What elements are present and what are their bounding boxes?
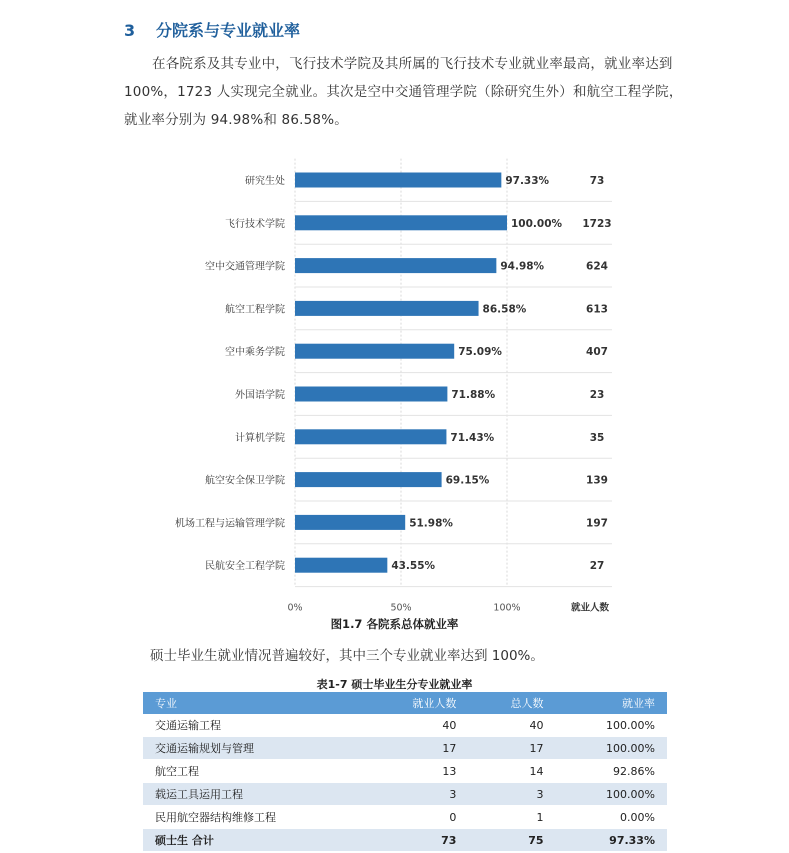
bar <box>295 429 446 444</box>
category-label: 空中交通管理学院 <box>205 261 285 273</box>
cell-major: 航空工程 <box>143 760 365 783</box>
count-label: 139 <box>586 474 608 487</box>
cell-major: 载运工具运用工程 <box>143 783 365 806</box>
cell-employed: 13 <box>365 760 469 783</box>
header-employed: 就业人数 <box>365 692 469 714</box>
cell-rate: 100.00% <box>556 783 668 806</box>
cell-rate: 100.00% <box>556 714 668 737</box>
cell-rate: 0.00% <box>556 806 668 829</box>
cell-major: 交通运输工程 <box>143 714 365 737</box>
count-label: 407 <box>586 346 608 359</box>
bar <box>295 472 442 487</box>
cell-employed: 40 <box>365 714 469 737</box>
bar <box>295 558 387 573</box>
category-label: 航空安全保卫学院 <box>205 475 285 487</box>
figure-caption: 图1.7 各院系总体就业率 <box>330 617 459 631</box>
count-label: 27 <box>589 560 605 573</box>
cell-rate: 92.86% <box>556 760 668 783</box>
intro-paragraph: 在各院系及其专业中，飞行技术学院及其所属的飞行技术专业就业率最高，就业率达到100%，1723 人实现完全就业。其次是空中交通管理学院（除研究生外）和航空工程学院，就业率分别为 94.98%和 86.58%。 <box>124 56 683 128</box>
bar <box>295 344 454 359</box>
count-label: 624 <box>586 260 608 273</box>
table-row <box>143 714 667 737</box>
bar <box>295 515 405 530</box>
section-number: 3 <box>124 21 136 40</box>
cell-employed: 17 <box>365 737 469 760</box>
count-label: 1723 <box>582 217 612 230</box>
count-label: 23 <box>589 389 605 401</box>
category-label: 机场工程与运输管理学院 <box>175 518 285 530</box>
cell-rate: 97.33% <box>556 829 668 852</box>
cell-employed: 0 <box>365 806 469 829</box>
count-label: 197 <box>586 517 608 530</box>
value-label: 43.55% <box>391 560 436 573</box>
cell-total: 17 <box>468 737 555 760</box>
section-title: 分院系与专业就业率 <box>156 21 301 40</box>
employment-rate-chart <box>0 150 789 612</box>
table-row <box>143 737 667 760</box>
category-label: 研究生处 <box>245 176 285 187</box>
header-rate: 就业率 <box>556 692 668 714</box>
cell-total: 3 <box>468 783 555 806</box>
cell-employed: 73 <box>365 829 469 852</box>
bar <box>295 387 447 402</box>
category-label: 航空工程学院 <box>225 304 285 316</box>
cell-major: 民用航空器结构维修工程 <box>143 806 365 829</box>
table-row <box>143 806 667 829</box>
category-label: 外国语学院 <box>235 390 285 401</box>
count-label: 613 <box>586 303 608 316</box>
table-caption: 表1-7 硕士毕业生分专业就业率 <box>316 678 473 691</box>
cell-total: 75 <box>468 829 555 852</box>
value-label: 51.98% <box>409 517 453 530</box>
masters-employment-table <box>143 692 667 852</box>
value-label: 75.09% <box>458 346 502 359</box>
bar <box>295 258 496 273</box>
x-tick-label: 0% <box>287 602 303 612</box>
header-total: 总人数 <box>468 692 555 714</box>
bar <box>295 301 479 316</box>
value-label: 71.43% <box>450 431 495 444</box>
header-major: 专业 <box>143 692 365 714</box>
masters-paragraph: 硕士毕业生就业情况普遍较好，其中三个专业就业率达到 100%。 <box>150 648 544 664</box>
value-label: 86.58% <box>482 303 527 316</box>
value-label: 94.98% <box>500 260 545 273</box>
count-header: 就业人数 <box>570 602 610 612</box>
table-row <box>143 783 667 806</box>
cell-rate: 100.00% <box>556 737 668 760</box>
x-tick-label: 50% <box>390 602 412 612</box>
cell-total: 1 <box>468 806 555 829</box>
value-label: 69.15% <box>445 474 490 487</box>
section-heading <box>124 18 300 41</box>
cell-total: 14 <box>468 760 555 783</box>
count-label: 35 <box>589 431 605 444</box>
table-total-row <box>143 829 667 852</box>
cell-major: 硕士生 合计 <box>143 829 365 852</box>
bar <box>295 215 507 230</box>
category-label: 飞行技术学院 <box>225 218 285 230</box>
cell-employed: 3 <box>365 783 469 806</box>
count-label: 73 <box>589 175 605 187</box>
category-label: 民航安全工程学院 <box>205 561 285 573</box>
category-label: 计算机学院 <box>235 432 285 444</box>
value-label: 71.88% <box>451 389 496 401</box>
x-tick-label: 100% <box>493 602 521 612</box>
value-label: 100.00% <box>511 217 563 230</box>
table-header-row <box>143 692 667 714</box>
cell-total: 40 <box>468 714 555 737</box>
category-label: 空中乘务学院 <box>225 347 285 359</box>
value-label: 97.33% <box>505 175 550 187</box>
bar <box>295 173 501 188</box>
table-row <box>143 760 667 783</box>
cell-major: 交通运输规划与管理 <box>143 737 365 760</box>
